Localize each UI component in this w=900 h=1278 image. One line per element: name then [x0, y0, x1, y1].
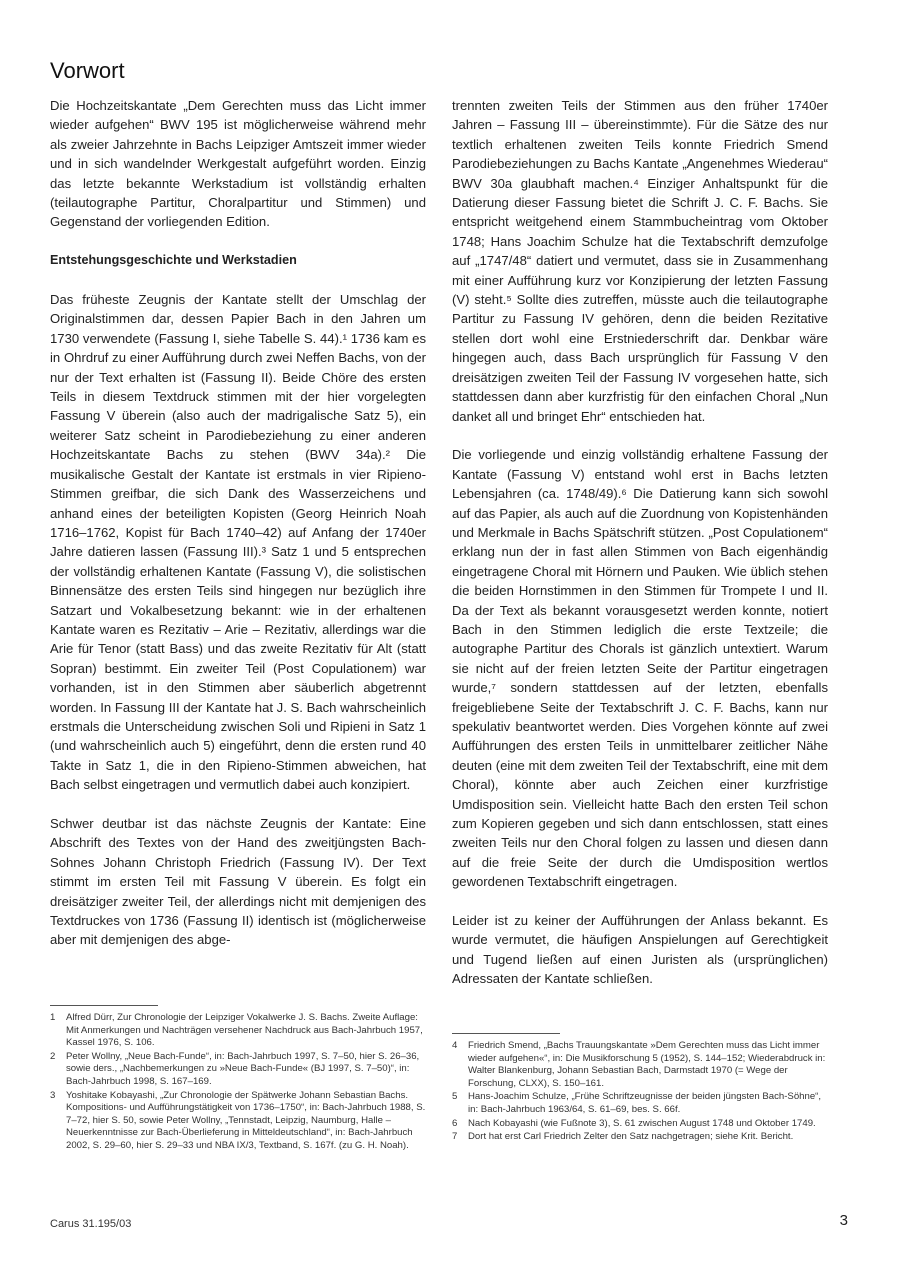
footnote-divider [50, 1005, 158, 1006]
footnote [452, 1040, 832, 1090]
paragraph: Leider ist zu keiner der Aufführungen der Anlass bekannt. Es wurde vermutet, die häufigen Anspielungen auf Gerechtigkeit und Tugend ließen auf einen Juristen als (ursprünglichen) Adressaten der Kantate schließen. [452, 913, 828, 987]
paragraph: Die vorliegende und einzig vollständig erhaltene Fassung der Kantate (Fassung V) entstand wohl erst in Bachs letzten Lebensjahren (ca. 1748/49).⁶ Die Datierung kann sich sowohl auf das Papier, als auch auf die Zuordnung von Kopistenhänden und Merkmale in Bachs Spätschrift stützen. „Post Copulationem“ erklang nun der in fast allen Stimmen von Bach eigenhändig eingetragene Choral mit Hörnern und Pauken. Wie üblich stehen die beiden Hornstimmen in den Stimmen für Trompete I und II. Da der Text als bekannt vorausgesetzt werden konnte, notiert Bach in den Stimmen lediglich die erste Textzeile; die autographe Partitur des Chorals ist gänzlich untextiert. Warum sie nicht auf der freien letzten Seite der Partitur eingetragen wurde,⁷ sondern stattdessen auf der letzten, ebenfalls freigebliebene Seite der Textabschrift J. C. F. Bachs, kann nur spekulativ beantwortet werden. Dies Vorgehen könnte auf zwei Aufführungen des ersten Teils in unmittelbarer zeitlicher Nähe deuten (eine mit dem zweiten Teil der Textabschrift, eine mit dem Choral), könnte aber auch Zeichen einer kurzfristige Umdisposition sein. Vielleicht hatte Bach den ersten Teil schon zum Kopieren gegeben und sich dann entschlossen, statt eines zweiten Teils nur den Choral folgen zu lassen und diesen dann auf die freie Seite der durch die Umdisposition wertlos gewordenen Textabschrift eingetragen. [452, 447, 828, 890]
footnote-number: 6 [452, 1117, 458, 1129]
footnote [452, 1131, 832, 1144]
footnote [50, 1012, 430, 1050]
footnote-number: 1 [50, 1012, 56, 1023]
paragraph: Schwer deutbar ist das nächste Zeugnis der Kantate: Eine Abschrift des Textes von der Hand des zweitjüngsten Bach-Sohnes Johann Christoph Friedrich (Fassung IV). Der Text stimmt im ersten Teil mit Fassung V überein. Es folgt ein dreisätziger zweiter Teil, der allerdings nicht mit demjenigen des Textdruckes von 1736 (Fassung II) identisch ist (möglicherweise aber mit demjenigen des abge- [50, 815, 426, 948]
footnote-text: Alfred Dürr, Zur Chronologie der Leipziger Vokalwerke J. S. Bachs. Zweite Auflage: Mit Anmerkungen und Nachträgen versehener Nachdruck aus Bach-Jahrbuch 1957, Kassel 1976, S. 106. [66, 1012, 423, 1049]
paragraph: trennten zweiten Teils der Stimmen aus den früher 1740er Jahren – Fassung III – übereinstimmte). Für die Sätze des nur textlich erhaltenen zweiten Teils konnte Friedrich Smend Parodiebeziehungen zu Bachs Kantate „Angenehmes Wiederau“ BWV 30a glaubhaft machen.⁴ Einziger Anhaltspunkt für die Datierung dieser Fassung bietet die Schrift J. C. F. Bachs. Sie entspricht weitgehend einem Stammbucheintrag vom Oktober 1748; Hans Joachim Schulze hat die Textabschrift demzufolge auf „1747/48“ datiert und vermutet, dass sie in Zusammenhang mit einer Aufführung kurz vor Konzipierung der letzten Fassung (V) steht.⁵ Sollte dies zutreffen, müsste auch die teilautographe Partitur zu Fassung IV gehören, denn die beiden Rezitative stellen dort wohl eine Erstniederschrift dar. Denkbar wäre hingegen auch, dass Bach ursprünglich für Fassung V den dreisätzigen zweiten Teil der Fassung IV vorgesehen hatte, sich stattdessen dann aber kurzfristig für den einfachen Choral „Nun danket all und bringet Ehr“ entschieden hat. [452, 98, 828, 424]
right-column [452, 96, 828, 1008]
footnote-text: Friedrich Smend, „Bachs Trauungskantate »Dem Gerechten muss das Licht immer wieder aufgehen«“, in: Die Musikforschung 5 (1952), S. 144–152; Wiederabdruck in: Walter Blankenburg, Johann Sebastian Bach, Darmstadt 1970 (= Wege der Forschung, CLXX), S. 150–161. [468, 1040, 826, 1089]
footnote-text: Peter Wollny, „Neue Bach-Funde“, in: Bach-Jahrbuch 1997, S. 7–50, hier S. 26–36, sowie ders., „Nachbemerkungen zu »Neue Bach-Funde« (BJ 1997, S. 7–50)“, in: Bach-Jahrbuch 1998, S. 167–169. [66, 1050, 420, 1087]
paragraph: Das früheste Zeugnis der Kantate stellt der Umschlag der Originalstimmen dar, dessen Papier Bach in den Jahren um 1730 verwendete (Fassung I, siehe Tabelle S. 44).¹ 1736 kam es in Ohrdruf zu einer Aufführung durch zwei Neffen Bachs, von der nur der Text erhalten ist (Fassung II). Beide Chöre des ersten Teils in diesem Textdruck stimmen mit der hier vorgelegten Fassung V überein (also auch der madrigalische Satz 5), ein weiterer Satz scheint in Parodiebeziehung zu einer anderen Hochzeitskantate Bachs zu stehen (BWV 34a).² Die musikalische Gestalt der Kantate ist erstmals in vier Ripieno-Stimmen greifbar, die sich Dank des Wasserzeichens und anhand eines der beteiligten Kopisten (Georg Heinrich Noah 1716–1762, Kopist für Bach 1740–42) auf Anfang der 1740er Jahre datieren lassen (Fassung III).³ Satz 1 und 5 entsprechen der vollständig erhaltenen Kantate (Fassung V), die solistischen Binnensätze des ersten Teils sind hingegen nur bezüglich ihre Satzart und Vokalbesetzung bekannt: wie in der erhaltenen Kantate waren es Rezitativ – Arie – Rezitativ, allerdings war die Arie für Tenor (statt Bass) und das zweite Rezitativ für Alt (statt Sopran) bestimmt. Ein zweiter Teil (Post Copulationem) war vorhanden, ist in den Stimmen aber säuberlich abgetrennt worden. In Fassung III der Kantate hat J. S. Bach wahrscheinlich erstmals die Unterscheidung zwischen Soli und Ripieni in Satz 1 (und wahrscheinlich auch 5) eingeführt, denn die ersten rund 40 Takte in Satz 1, die in den Ripieno-Stimmen abweichen, hat Bach selbst eingetragen und vermutlich dabei auch konzipiert. [50, 292, 426, 793]
page-title: Vorwort [50, 58, 125, 83]
footnote-text: Dort hat erst Carl Friedrich Zelter den Satz nachgetragen; siehe Krit. Bericht. [468, 1131, 794, 1143]
page-number: 3 [839, 1212, 848, 1229]
footnote-number: 2 [50, 1050, 56, 1062]
footnotes-right [452, 1040, 832, 1145]
footnote-divider [452, 1033, 560, 1034]
footnote-number: 3 [50, 1089, 56, 1101]
footnote [50, 1090, 430, 1153]
section-heading: Entstehungsgeschichte und Werkstadien [50, 253, 297, 268]
footnote-text: Yoshitake Kobayashi, „Zur Chronologie der Spätwerke Johann Sebastian Bachs. Kompositions- und Aufführungstätigkeit von 1736–1750“, in: Bach-Jahrbuch 1988, S. 7–72, hier S. 50, sowie Peter Wollny, „Tennstadt, Leipzig, Naumburg, Halle – Neuerkenntnisse zur Bach-Überlieferung in Mitteldeutschland“, in: Bach-Jahrbuch 2002, S. 29–60, hier S. 29–33 und NBA IX/3, Textband, S. 167f. (zu G. H. Noah). [66, 1089, 426, 1151]
footnote [452, 1091, 832, 1116]
footnote [452, 1118, 832, 1131]
footnote [50, 1051, 430, 1089]
footnote-number: 5 [452, 1091, 458, 1103]
left-column [50, 96, 426, 969]
footnote-text: Nach Kobayashi (wie Fußnote 3), S. 61 zwischen August 1748 und Oktober 1749. [468, 1117, 816, 1129]
footnote-number: 7 [452, 1131, 458, 1143]
footnote-text: Hans-Joachim Schulze, „Frühe Schriftzeugnisse der beiden jüngsten Bach-Söhne“, in: Bach-Jahrbuch 1963/64, S. 61–69, bes. S. 66f. [468, 1091, 822, 1115]
catalog-number: Carus 31.195/03 [50, 1218, 132, 1230]
footnote-number: 4 [452, 1040, 458, 1051]
intro-paragraph: Die Hochzeitskantate „Dem Gerechten muss das Licht immer wieder aufgehen“ BWV 195 ist möglicherweise während mehr als zweier Jahrzehnte in Bachs Leipziger Amtszeit immer wieder und in sich wandelnder Werkgestalt aufgeführt worden. Einzig das letzte bekannte Werkstadium ist vollständig erhalten (teilautographe Partitur, Choralpartitur und Stimmen) und Gegenstand der vorliegenden Edition. [50, 98, 426, 230]
footnotes-left [50, 1012, 430, 1154]
